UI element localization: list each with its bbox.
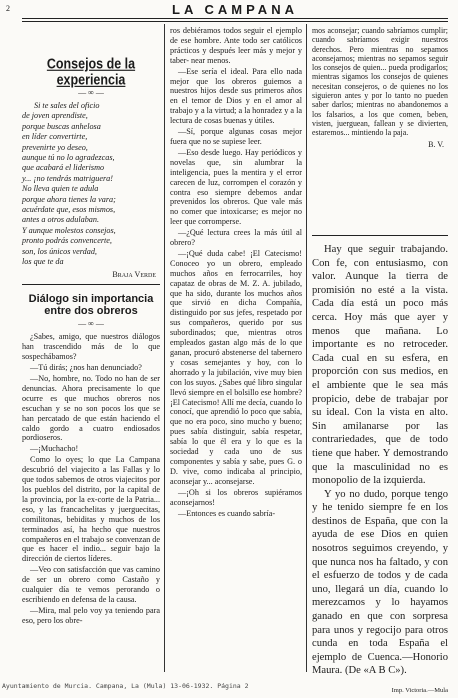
article-paragraph: —Entonces es cuando sabría-: [178, 508, 276, 518]
column-middle: [170, 26, 302, 519]
poem-line: pronto podrás convencerte,: [22, 236, 112, 246]
poem-line: y... ¡no tendrás matriguera!: [22, 173, 113, 183]
poem-line: Si te sales del oficio: [34, 101, 100, 110]
poem-line: No lleva quien te adula: [22, 184, 99, 194]
column-right-top: [312, 26, 448, 149]
poem-line: acuérdate que, esos mismos,: [22, 205, 116, 215]
article-paragraph: —Eso desde luego. Hay periódicos y novelas que, sin alumbrar la inteligencia, pues la mentira y el error carecen de luz, corrompen el corazón y contra eso siempre debemos andar prevenidos los obreros. Que vale más no comer que intoxicarse; es mejor no leer que corromperse.: [170, 147, 302, 227]
dialogue-paragraph: —Mira, mal pelo voy ya teniendo para eso, pero los obre-: [22, 605, 160, 625]
article-paragraph: —¡Oh si los obreros supiéramos aconsejarnos!: [170, 487, 302, 507]
printer-credit: Imp. Victoria.—Mula: [391, 687, 448, 694]
dialogue-paragraph: ¿Sabes, amigo, que nuestros diálogos han trascendido más de lo que sospechábamos?: [22, 332, 160, 362]
poem-title: Consejos de la experiencia: [46, 55, 136, 89]
article-paragraph: —¡Qué duda cabe! ¡El Catecismo! Conoceo yo un obrero, empleado muchos años en ferrocarriles, hoy capataz de obras de M. Z. A. jubilado, que ha sido, durante los muchos años que sirvió en dicha Compañía, distinguido por sus jefes, respetado por sus compañeros, querido por sus subordinados; que, mientras otros empleados gastan algo más de lo que ganan, procuró abstenerse del tabernero y cosas semejantes y hoy, con lo ahorrado y la jubilación, vive muy bien con los suyos. ¿Sabes qué libro singular llevó siempre en el bolsillo ese hombre? ¡El Catecismo! Allí me decía, cuando lo conocí, que aprendió lo poco que sabía, que no era poco, sino mucho y bueno; pues sabía distinguir, sabía respetar, sabía lo que él era y lo que es la sociedad y cada uno de sus componentes y sabía y sabe, pues G. o D. vive, como indicaba al principio, aconsejar y... aconsejarse.: [170, 248, 302, 486]
column-divider-2: [306, 24, 307, 672]
archive-footer: Ayuntamiento de Murcia. Campana, La (Mula) 13-06-1932. Página 2: [2, 682, 249, 690]
dialogue-paragraph: —Veo con satisfacción que vas camino de ser un obrero como Castaño y cualquier día te vemos perorando o escribiendo en defensa de la causa.: [22, 565, 160, 604]
dialogue-title-line1: Diálogo sin importancia: [28, 293, 154, 306]
article-paragraph: Hay que seguir trabajando. Con fe, con entusiasmo, con valor. Aunque la tierra de promisión no esté a la vista. Cada día está un poco más cerca. Hoy más que ayer y menos que mañana. Lo importante es no retroceder. Cada cual en su esfera, en proporción con sus medios, en el ambiente que le sea más propicio, debe de trabajar por su ideal. Con la vista en alto. Sin amilanarse por las contrariedades, que de todo tiene que haber. Y demostrando que la masculinidad no es monopolio de la izquierda.: [312, 244, 448, 487]
article-paragraph: mos aconsejar; cuando sabríamos cumplir; cuando sabríamos exigir nuestros derechos. Pero mientras no sepamos aconsejarnos; mientras no sepamos seguir los consejos de quien... pueda prodigarlos; mientras sigamos los consejos de quienes necesitan consejeros, o de quienes no los siguieron antes y por lo tanto no pueden saber darlos; mientras no abandonemos a los falsarios, a los que comen, beben, visten, juerguean, fallean y se divierten, estaremos... mintiendo la paja.: [312, 26, 448, 138]
article-paragraph: —Sí, porque algunas cosas mejor fuera que no se supiese leer.: [170, 127, 302, 146]
section-rule: [312, 235, 448, 236]
dialogue-title-line2: entre dos obreros: [44, 305, 138, 318]
poem-line: porque ahora tienes la vara;: [22, 194, 116, 204]
poem-line: son, los únicos verdad,: [22, 246, 97, 256]
page-number: 2: [6, 4, 10, 13]
section-rule: [22, 284, 160, 285]
poem-line: prevenirte yo deseo,: [22, 142, 88, 152]
poem-signature: Braja Verde: [112, 269, 156, 279]
poem-ornament: — ∞ —: [78, 88, 104, 97]
poem-line: en líder convertirte,: [22, 132, 88, 142]
dialogue-paragraph: —¡Muchacho!: [30, 444, 79, 454]
article-paragraph: Y yo no dudo, porque tengo y he tenido siempre fe en los destinos de España, que con la ayuda de ese Dios en quien nosotros seguimos creyendo, y que nunca nos ha faltado, y con el esfuerzo de todos y de cada uno, llegará un día, cuando lo merezcamos y lo hayamos ganado en que con sorpresa para unos y regocijo para otros cunda en toda España el ejemplo de Cuenca.—Honorio Maura. (De «A B C»).: [312, 488, 448, 677]
article-paragraph: —¿Qué lectura crees la más útil al obrero?: [170, 228, 302, 248]
column-divider-1: [164, 24, 165, 672]
poem-line: antes a otros adulaban.: [22, 215, 100, 225]
poem-line: de joven aprendiste,: [22, 111, 88, 121]
article-signature: B. V.: [428, 139, 444, 149]
dialogue-paragraph: —Tú dirás; ¿nos han denunciado?: [30, 363, 142, 373]
dialogue-paragraph: Como lo oyes; lo que La Campana descubrió del viajecito a las Fallas y lo que todos sabemos de otros viajecitos por los pueblos del distrito, por la capital de la provincia, por la ex-corte de la Patria... eso, y las francachelitas y juerguecitas, comilitonas, bebiditas y muchos de los terminados así, ha hecho que nuestros compañeros en el trabajo se convenzan de que es hacer el indio... seguir bajo la dirección de ciertos líderes.: [22, 455, 160, 564]
column-left: [22, 55, 160, 627]
poem-line: que acabará el liderismo: [22, 163, 105, 173]
poem-line: los que te da: [22, 257, 64, 267]
masthead-rule-top: [22, 18, 448, 19]
article-paragraph: —Ese sería el ideal. Para ello nada mejor que los obreros guiemos a nuestros hijos desde sus primeros años en el temor de Dios y en el amor al trabajo y a la virtud; a la honradez y a la lectura de cosas buenas y útiles.: [170, 66, 302, 126]
article-paragraph: ros debiéramos todos seguir el ejemplo de ese hombre. Ante todo ser católicos prácticos y después leer más y mejor y taber- near menos.: [170, 26, 302, 65]
poem-line: porque buscas anhelosa: [22, 121, 101, 131]
masthead-rule-bottom: [22, 21, 448, 22]
poem-line: Y aunque molestos consejos,: [22, 225, 116, 235]
column-right-bottom: [312, 243, 448, 698]
dialogue-paragraph: —No, hombre, no. Todo no han de ser denuncias. Ahora precisamente lo que ocurre es que muchos obreros nos escuchan y se no son pocos los que se han percatado de que están haciendo el caldo gordo a cuatro endiosados pordioseros.: [22, 374, 160, 443]
masthead: LA CAMPANA: [172, 2, 298, 17]
poem-body: [22, 101, 160, 268]
dialogue-ornament: — ∞ —: [78, 319, 104, 329]
poem-line: aunque tú no lo agradezcas,: [22, 153, 115, 163]
